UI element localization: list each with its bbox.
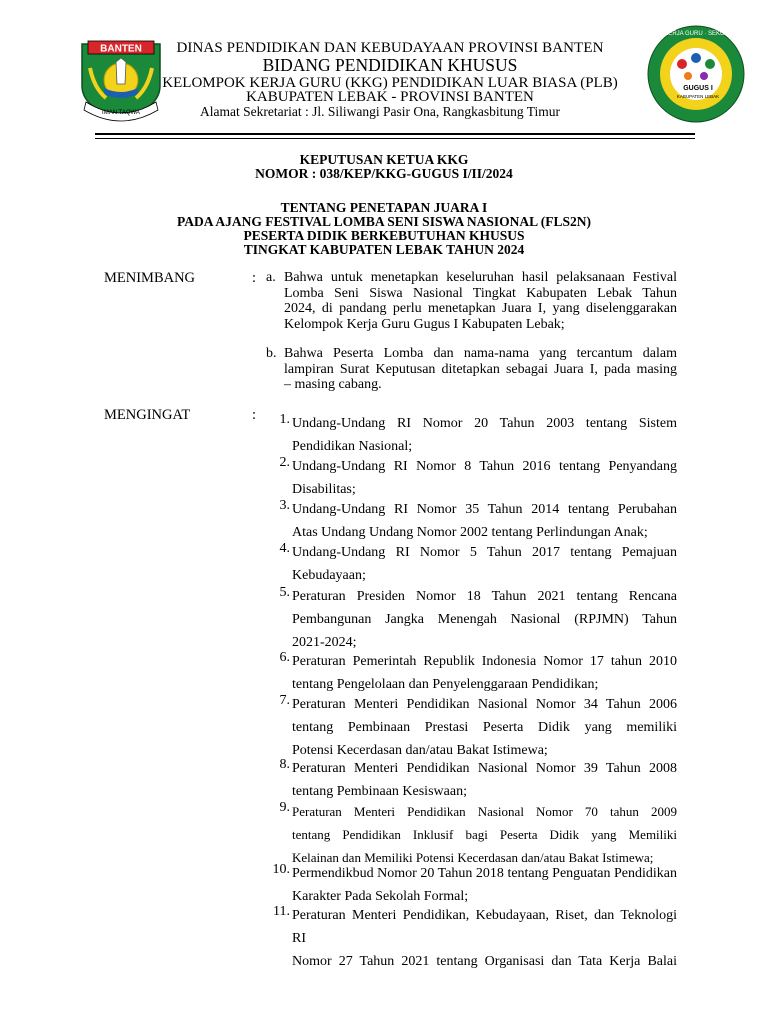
mengingat-item-text [292,862,677,908]
decree-number: NOMOR : 038/KEP/KKG-GUGUS I/II/2024 [255,166,513,181]
mengingat-item-number: 4. [279,541,290,556]
mengingat-item-line: Peraturan Presiden Nomor 18 Tahun 2021 tentang Rencana [292,589,677,604]
svg-text:IMAN TAQWA: IMAN TAQWA [102,110,140,116]
mengingat-item-text [292,541,677,587]
menimbang-label: MENIMBANG [104,270,196,286]
mengingat-item-text [292,650,677,696]
mengingat-item-number: 9. [279,800,290,815]
svg-text:GUGUS I: GUGUS I [683,85,713,92]
menimbang-colon: : [252,270,257,286]
mengingat-item-line: Peraturan Menteri Pendidikan Nasional Nomor 39 Tahun 2008 [292,761,677,776]
letterhead-region: KABUPATEN LEBAK - PROVINSI BANTEN [246,89,534,105]
mengingat-colon: : [252,407,257,423]
svg-text:KABUPATEN LEBAK: KABUPATEN LEBAK [676,94,720,99]
mengingat-item-text [292,498,677,544]
mengingat-item-line: Kebudayaan; [292,568,366,583]
mengingat-item-line: Nomor 27 Tahun 2021 tentang Organisasi dan Tata Kerja Balai [292,954,677,969]
mengingat-item-line: Pembangunan Jangka Menengah Nasional (RPJMN) Tahun [292,612,677,627]
mengingat-item-line: Pendidikan Nasional; [292,439,413,454]
mengingat-item-line: tentang Pembinaan Prestasi Peserta Didik yang memiliki [292,720,677,735]
mengingat-item-line: Peraturan Menteri Pendidikan, Kebudayaan, Riset, dan Teknologi RI [292,908,677,946]
mengingat-item-text [292,455,677,501]
decree-about-4: TINGKAT KABUPATEN LEBAK TAHUN 2024 [243,242,525,257]
mengingat-item-line: Permendikbud Nomor 20 Tahun 2018 tentang Penguatan Pendidikan [292,866,677,881]
mengingat-item-number: 8. [279,757,290,772]
mengingat-item-text [292,800,677,869]
mengingat-item-line: Disabilitas; [292,482,356,497]
letterhead-address: Alamat Sekretariat : Jl. Siliwangi Pasir Ona, Rangkasbitung Timur [200,104,560,119]
decree-about-2: PADA AJANG FESTIVAL LOMBA SENI SISWA NASIONAL (FLS2N) [177,214,591,229]
svg-text:BANTEN: BANTEN [100,43,142,55]
mengingat-item-number: 7. [279,693,290,708]
decree-heading: KEPUTUSAN KETUA KKG [299,152,469,167]
mengingat-item-line: Potensi Kecerdasan dan/atau Bakat Istimewa; [292,743,548,758]
mengingat-item-text [292,585,677,654]
letterhead-division: BIDANG PENDIDIKAN KHUSUS [262,55,518,75]
mengingat-item-number: 3. [279,498,290,513]
mengingat-item-line: tentang Pendidikan Inklusif bagi Peserta Didik yang Memiliki [292,827,677,842]
mengingat-item-line: Peraturan Menteri Pendidikan Nasional Nomor 70 tahun 2009 [292,804,677,819]
mengingat-item-line: 2021-2024; [292,635,357,650]
mengingat-item-line: Peraturan Pemerintah Republik Indonesia Nomor 17 tahun 2010 [292,654,677,669]
mengingat-item-line: tentang Pengelolaan dan Penyelenggaraan Pendidikan; [292,677,599,692]
menimbang-a-text: Bahwa untuk menetapkan keseluruhan hasil pelaksanaan Festival Lomba Seni Siswa Nasional Tingkat Kabupaten Lebak Tahun 2024, di pandang perlu menetapkan Juara I, yang diselenggarakan Kelompok Kerja Guru Gugus I Kabupaten Lebak; [284,270,677,332]
letterhead-group: KELOMPOK KERJA GURU (KKG) PENDIDIKAN LUAR BIASA (PLB) [162,75,618,91]
mengingat-item-number: 2. [279,455,290,470]
mengingat-item-text [292,904,677,973]
mengingat-item-line: tentang Pembinaan Kesiswaan; [292,784,467,799]
svg-text:KELOMPOK KERJA GURU · SEKOLAH: KELOMPOK KERJA GURU · SEKOLAH KHUSUS [628,31,764,37]
letterhead-agency: DINAS PENDIDIKAN DAN KEBUDAYAAN PROVINSI BANTEN [176,40,604,56]
mengingat-item-line: Karakter Pada Sekolah Formal; [292,889,469,904]
decree-about-1: TENTANG PENETAPAN JUARA I [280,200,488,215]
menimbang-a-marker: a. [266,270,276,285]
mengingat-item-text [292,412,677,458]
mengingat-item-line: Peraturan Menteri Pendidikan Nasional Nomor 34 Tahun 2006 [292,697,677,712]
mengingat-item-number: 5. [279,585,290,600]
mengingat-item-text [292,757,677,803]
mengingat-item-number: 1. [279,412,290,427]
mengingat-item-line: Undang-Undang RI Nomor 5 Tahun 2017 tentang Pemajuan [292,545,677,560]
menimbang-b-marker: b. [266,346,277,361]
mengingat-item-line: Undang-Undang RI Nomor 35 Tahun 2014 tentang Perubahan [292,502,677,517]
mengingat-label: MENGINGAT [104,407,191,423]
mengingat-item-line: Undang-Undang RI Nomor 20 Tahun 2003 tentang Sistem [292,416,677,431]
mengingat-item-line: Atas Undang Undang Nomor 2002 tentang Perlindungan Anak; [292,525,648,540]
mengingat-item-line: Undang-Undang RI Nomor 8 Tahun 2016 tentang Penyandang [292,459,677,474]
menimbang-b-text: Bahwa Peserta Lomba dan nama-nama yang tercantum dalam lampiran Surat Keputusan ditetapkan sebagai Juara I, pada masing – masing cabang. [284,346,677,392]
decree-about-3: PESERTA DIDIK BERKEBUTUHAN KHUSUS [243,228,525,243]
mengingat-item-text [292,693,677,762]
mengingat-item-number: 11. [273,904,290,919]
mengingat-item-line: Kelainan dan Memiliki Potensi Kecerdasan dan/atau Bakat Istimewa; [292,850,654,865]
mengingat-item-number: 10. [272,862,290,877]
mengingat-item-number: 6. [279,650,290,665]
